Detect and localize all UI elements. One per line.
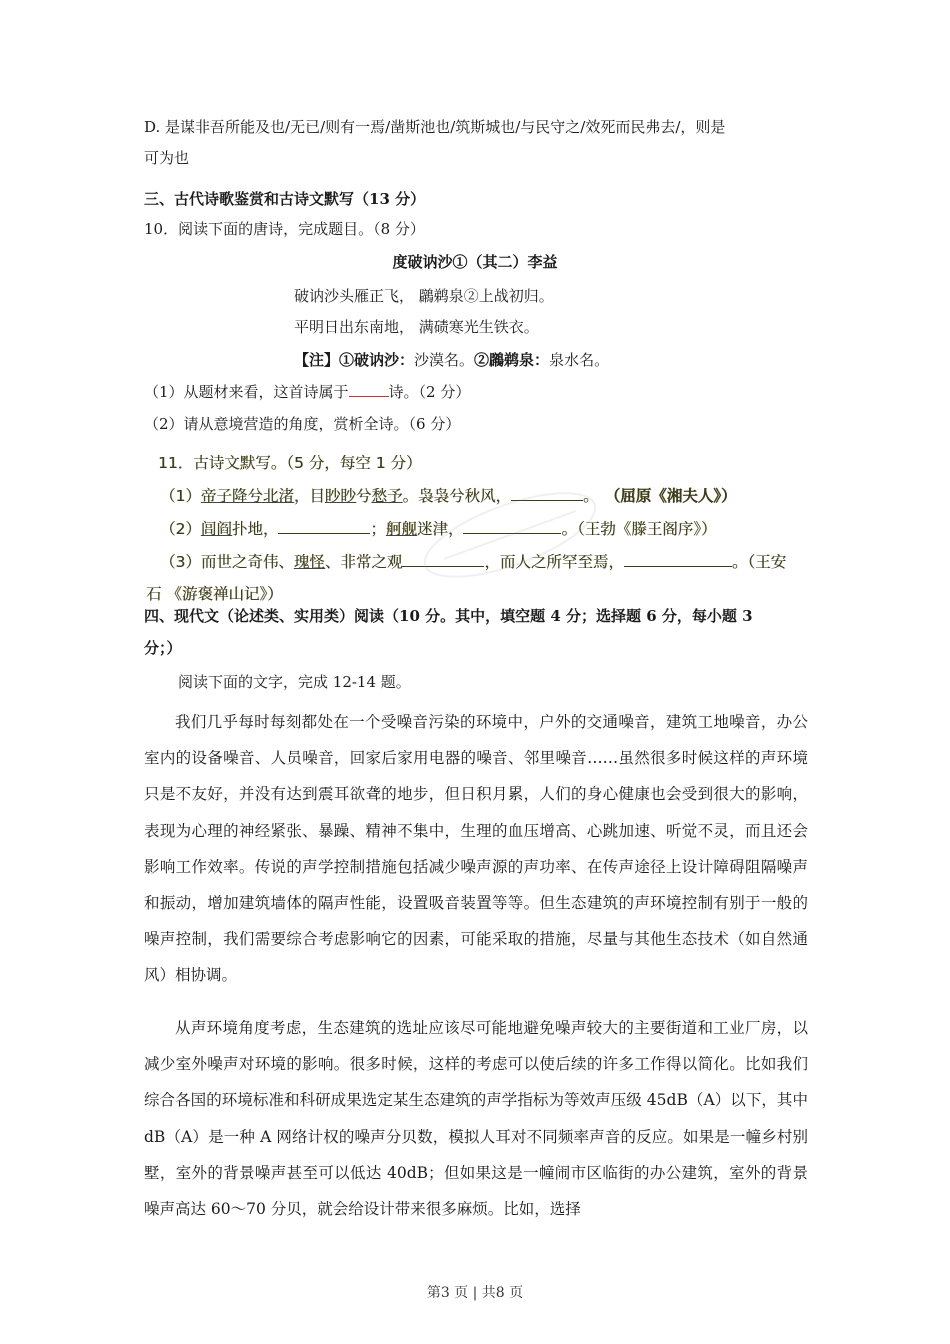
answer-blank — [624, 551, 732, 567]
poem-line-1: 破讷沙头雁正飞， 鸊鹈泉②上战初归。 — [294, 287, 554, 305]
q11-item2-text-e: 迷津， — [416, 520, 464, 538]
q11-item1-end: 。 — [582, 487, 599, 505]
q11-title: 11．古诗文默写。（5 分，每空 1 分） — [158, 454, 422, 472]
q11-item1-text-a: 帝子降兮北渚 — [200, 487, 294, 505]
section4-heading-line1: 四、现代文（论述类、实用类）阅读（10 分。其中，填空题 4 分；选择题 6 分，每小题 3 — [144, 607, 753, 625]
note-def-1: 沙漠名。 — [414, 351, 475, 369]
q11-item1-text-d: 兮 — [355, 487, 372, 505]
note-label: 【注】 — [294, 351, 340, 369]
option-d-line1: D. 是谋非吾所能及也/无已/则有一焉/凿斯池也/筑斯城也/与民守之/效死而民弗去/，则是 — [144, 118, 726, 136]
paragraph-1: 我们几乎每时每刻都处在一个受噪音污染的环境中，户外的交通噪音，建筑工地噪音，办公室内的设备噪音、人员噪音，回家后家用电器的噪音、邻里噪音……虽然很多时候这样的声环境只是不友好，并没有达到震耳欲聋的地步，但日积月累，人们的身心健康也会受到很大的影响，表现为心理的神经紧张、暴躁、精神不集中，生理的血压增高、心跳加速、听觉不灵，而且还会影响工作效率。传说的声学控制措施包括减少噪声源的声功率、在传声途径上设计障碍阻隔噪声和振动，增加建筑墙体的隔声性能，设置吸音装置等等。但生态建筑的声环境控制有别于一般的噪声控制，我们需要综合考虑影响它的因素，可能采取的措施，尽量与其他生态技术（如自然通风）相协调。 — [144, 713, 808, 985]
q10-1 — [144, 382, 470, 402]
q11-item3-text-b: 、非常之观 — [324, 553, 403, 571]
page-footer: 第3 页 | 共8 页 — [426, 1285, 524, 1301]
note-term-1: ①破讷沙： — [339, 351, 415, 369]
note-term-2: ②鸊鹈泉： — [474, 351, 550, 369]
q11-item2-text-a: 闾阎 — [200, 520, 232, 538]
paragraph-2: 从声环境角度考虑，生态建筑的选址应该尽可能地避免噪声较大的主要街道和工业厂房，以减少室外噪声对环境的影响。很多时候，这样的考虑可以使后续的许多工作得以简化。比如我们综合各国的环境标准和科研成果选定某生态建筑的声学指标为等效声压级 45dB（A）以下，其中 dB（A）是一种 A 网络计权的噪声分贝数，模拟人耳对不同频率声音的反应。如果是一幢乡村别墅，室外的背景噪声甚至可以低达 40dB；但如果这是一幢闹市区临街的办公建筑，室外的背景噪声高达 60～70 分贝，就会给设计带来很多麻烦。比如，选择 — [144, 1019, 808, 1219]
poem-line-2: 平明日出东南地， 满碛寒光生铁衣。 — [294, 318, 539, 336]
q10-1-prefix: （1）从题材来看，这首诗属于 — [144, 383, 349, 401]
section4-heading-line2: 分；） — [144, 639, 182, 657]
answer-blank — [278, 518, 370, 534]
q11-item2-text-b: 扑地， — [231, 520, 279, 538]
q11-item1-text-f: 。袅袅兮秋风， — [402, 487, 511, 505]
q11-item1-source: （屈原《湘夫人》） — [612, 487, 737, 505]
answer-blank — [349, 382, 389, 397]
note-def-2: 泉水名。 — [549, 351, 610, 369]
q11-item2-text-c: ； — [370, 520, 386, 538]
q11-item2-text-d: 舸舰 — [385, 520, 417, 538]
q11-item3-text-c: ，而人之所罕至焉， — [484, 553, 624, 571]
q11-item1-text-c: 眇眇 — [324, 487, 356, 505]
q10-2: （2）请从意境营造的角度，赏析全诗。（6 分） — [144, 415, 461, 433]
q10-1-suffix: 诗。（2 分） — [388, 383, 471, 401]
q10-intro: 10．阅读下面的唐诗，完成题目。（8 分） — [144, 220, 425, 238]
q11-item1-text-e: 愁予 — [371, 487, 403, 505]
poem-note — [294, 349, 609, 370]
watermark-logo — [400, 480, 620, 590]
q11-item-3-cont: 石 《游褒禅山记》） — [146, 585, 283, 603]
section4-intro: 阅读下面的文字，完成 12-14 题。 — [178, 673, 411, 691]
q11-item2-num: （2） — [160, 520, 201, 538]
q11-item2-source: 。（王勃《滕王阁序》） — [561, 520, 717, 538]
q11-item1-num: （1） — [160, 487, 201, 505]
q11-item1-text-b: ，目 — [293, 487, 325, 505]
option-d-line2: 可为也 — [144, 149, 190, 167]
q11-item3-source-a: 。（王安 — [731, 553, 787, 571]
q11-item3-num: （3）而世之奇伟、 — [160, 553, 294, 571]
section3-heading: 三、古代诗歌鉴赏和古诗文默写（13 分） — [144, 190, 426, 208]
q11-item3-text-a: 瑰怪 — [293, 553, 325, 571]
poem-title: 度破讷沙①（其二）李益 — [392, 253, 558, 271]
